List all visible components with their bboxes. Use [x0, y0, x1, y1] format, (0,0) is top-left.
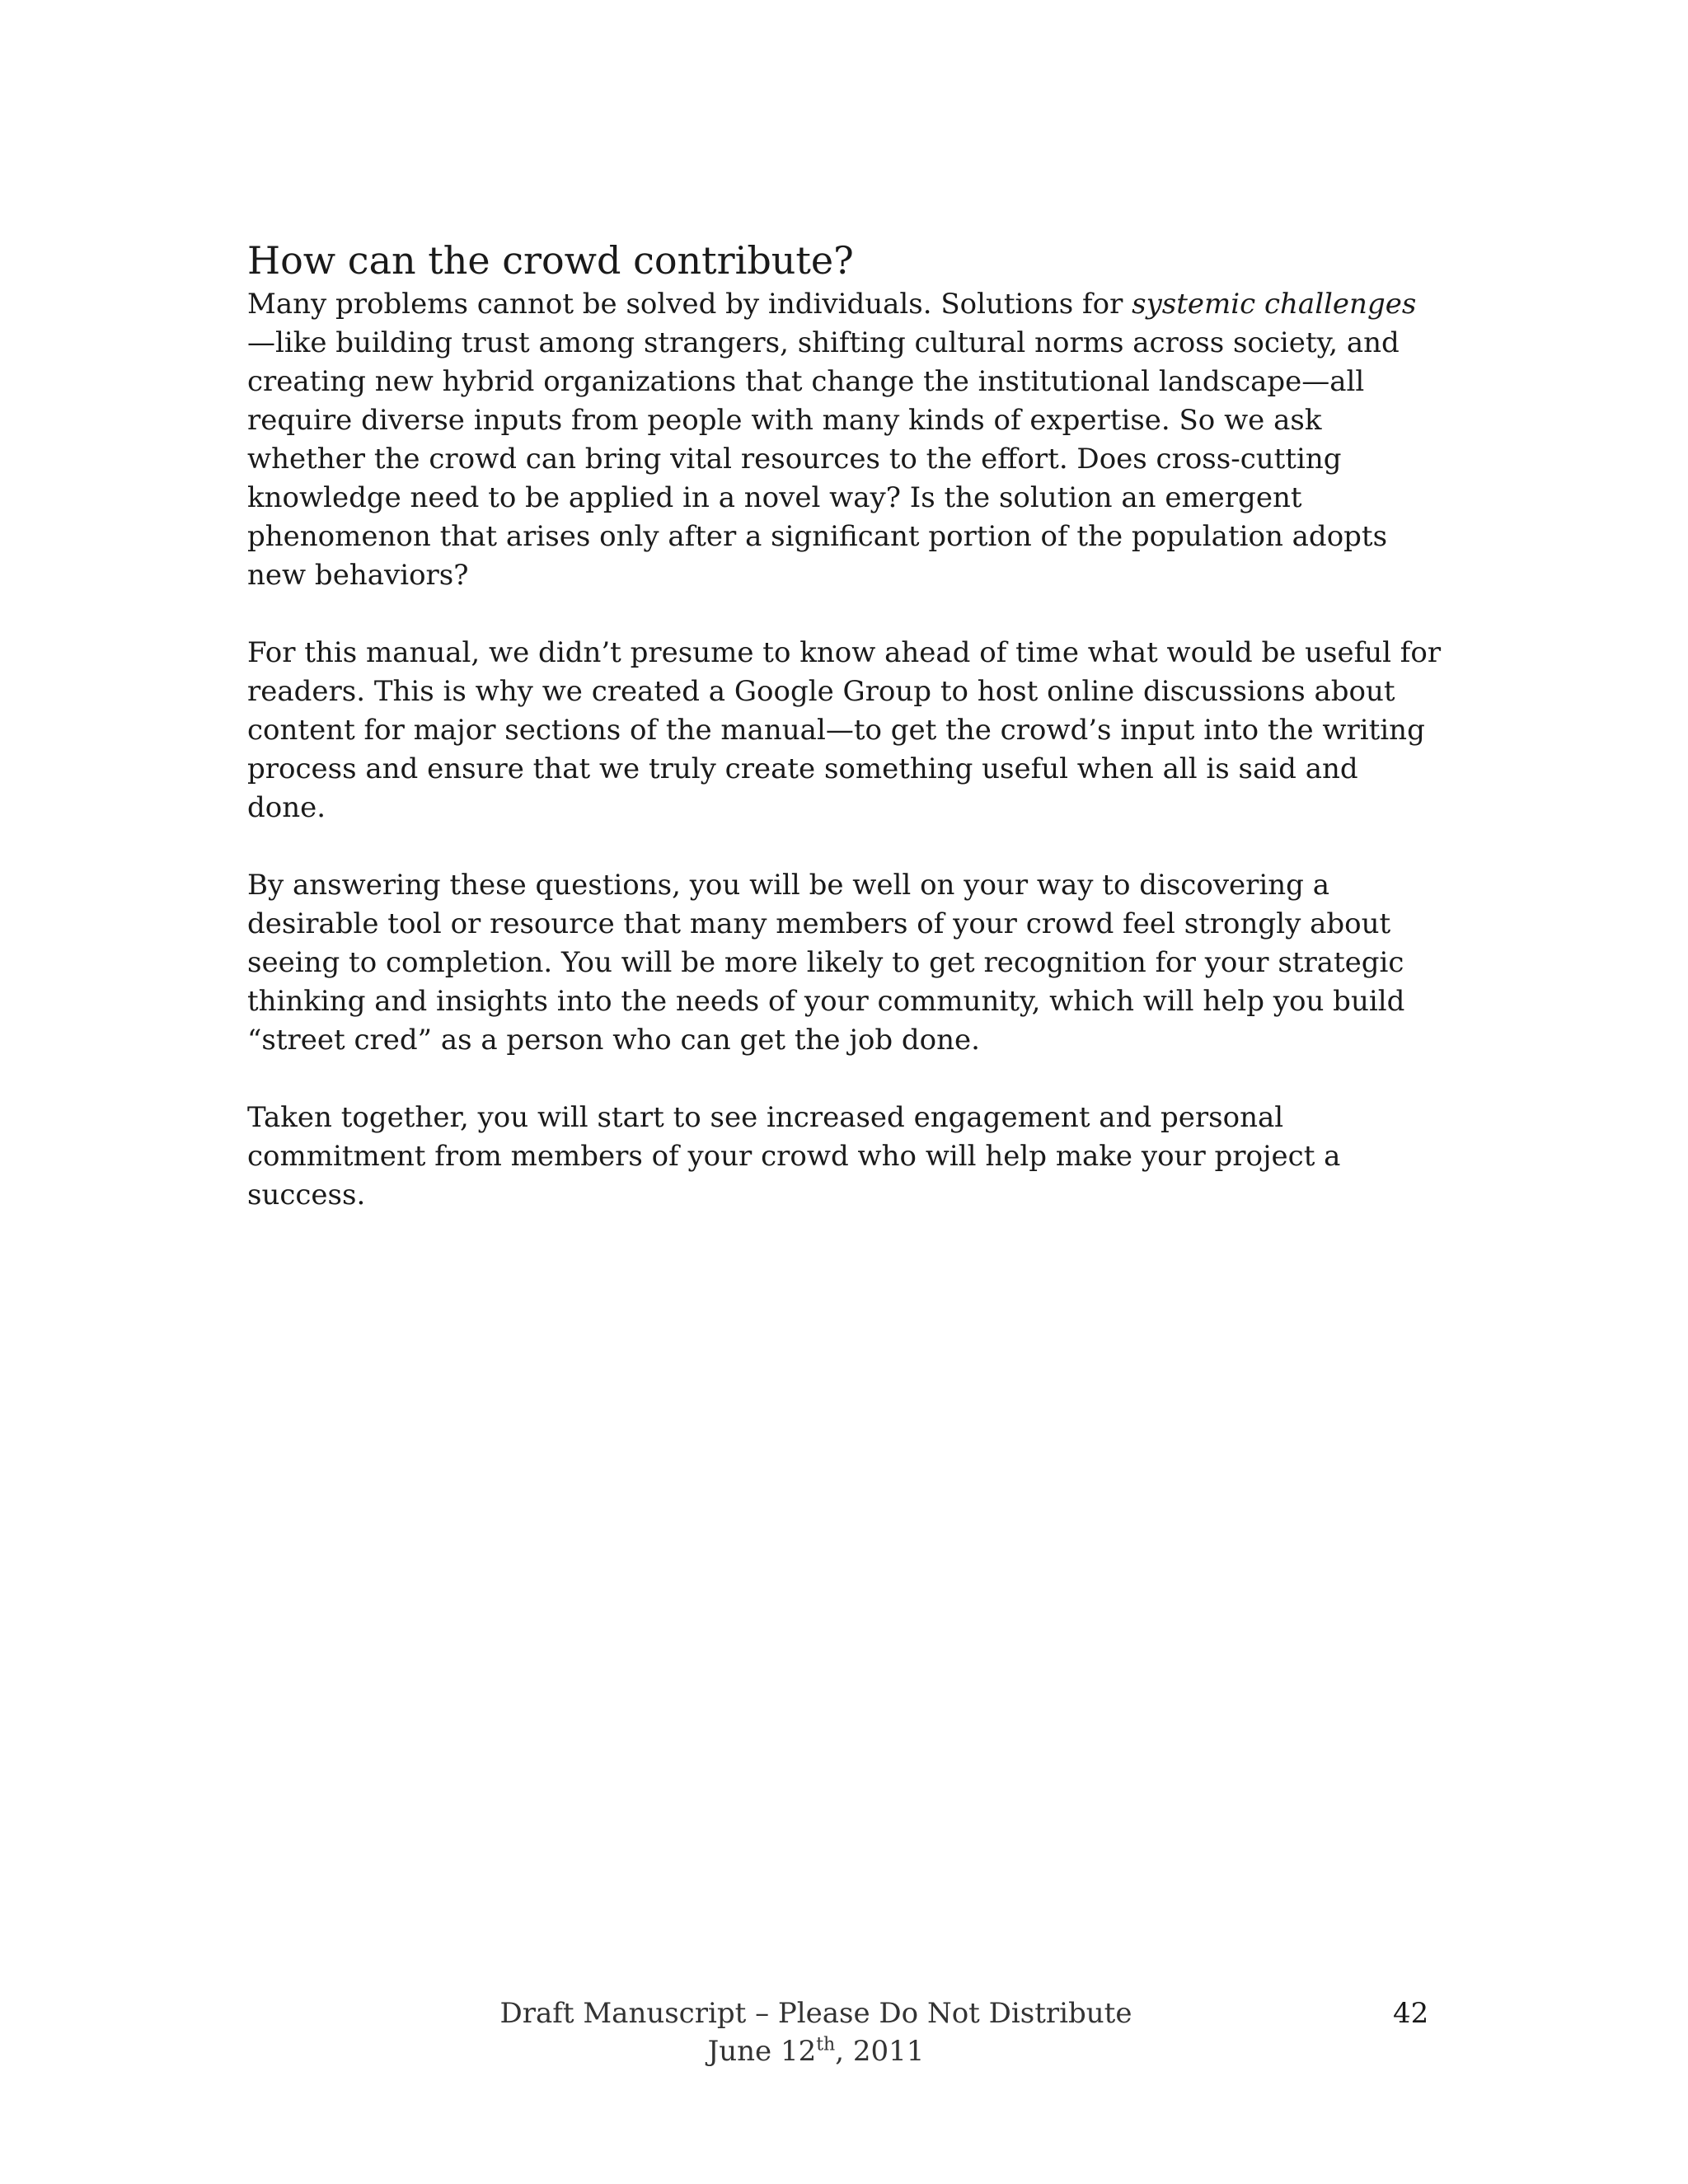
footer-date — [0, 2032, 1632, 2070]
footer-date-prefix: June 12 — [707, 2035, 817, 2068]
paragraph-4: Taken together, you will start to see increased engagement and personal commitment from members of your crowd who will help make your project a success. — [247, 1101, 1341, 1212]
footer-date-suffix: , 2011 — [835, 2035, 925, 2068]
page-footer — [0, 1994, 1688, 2085]
page-number: 42 — [1393, 1997, 1429, 2030]
paragraph-3: By answering these questions, you will be well on your way to discovering a desirable tool or resource that many members of your crowd feel strongly about seeing to completion. You will be more likely to get recognition for your strategic thinking and insights into the needs of your community, which will help you build “street cred” as a person who can get the job done. — [247, 869, 1405, 1057]
paragraph-1-emphasis: systemic challenges — [1132, 288, 1417, 321]
footer-date-ordinal: th — [816, 2034, 836, 2055]
section-heading: How can the crowd contribute? — [247, 238, 854, 283]
paragraph-1 — [247, 285, 1442, 595]
paragraph-1-text-start: Many problems cannot be solved by individuals. Solutions for — [247, 288, 1132, 321]
footer-title: Draft Manuscript – Please Do Not Distribute — [499, 1997, 1132, 2030]
main-content — [247, 237, 1442, 1254]
paragraph-2: For this manual, we didn’t presume to know ahead of time what would be useful for readers. This is why we created a Google Group to host online discussions about content for major sections of the manual—to get the crowd’s input into the writing process and ensure that we truly create something useful when all is said and done. — [247, 636, 1442, 824]
paragraph-1-text-end: —like building trust among strangers, shifting cultural norms across society, and creating new hybrid organizations that change the institutional landscape—all require diverse inputs from people with many kinds of expertise. So we ask whether the crowd can bring vital resources to the effort. Does cross-cutting knowledge need to be applied in a novel way? Is the solution an emergent phenomenon that arises only after a significant portion of the population adopts new behaviors? — [247, 326, 1400, 592]
